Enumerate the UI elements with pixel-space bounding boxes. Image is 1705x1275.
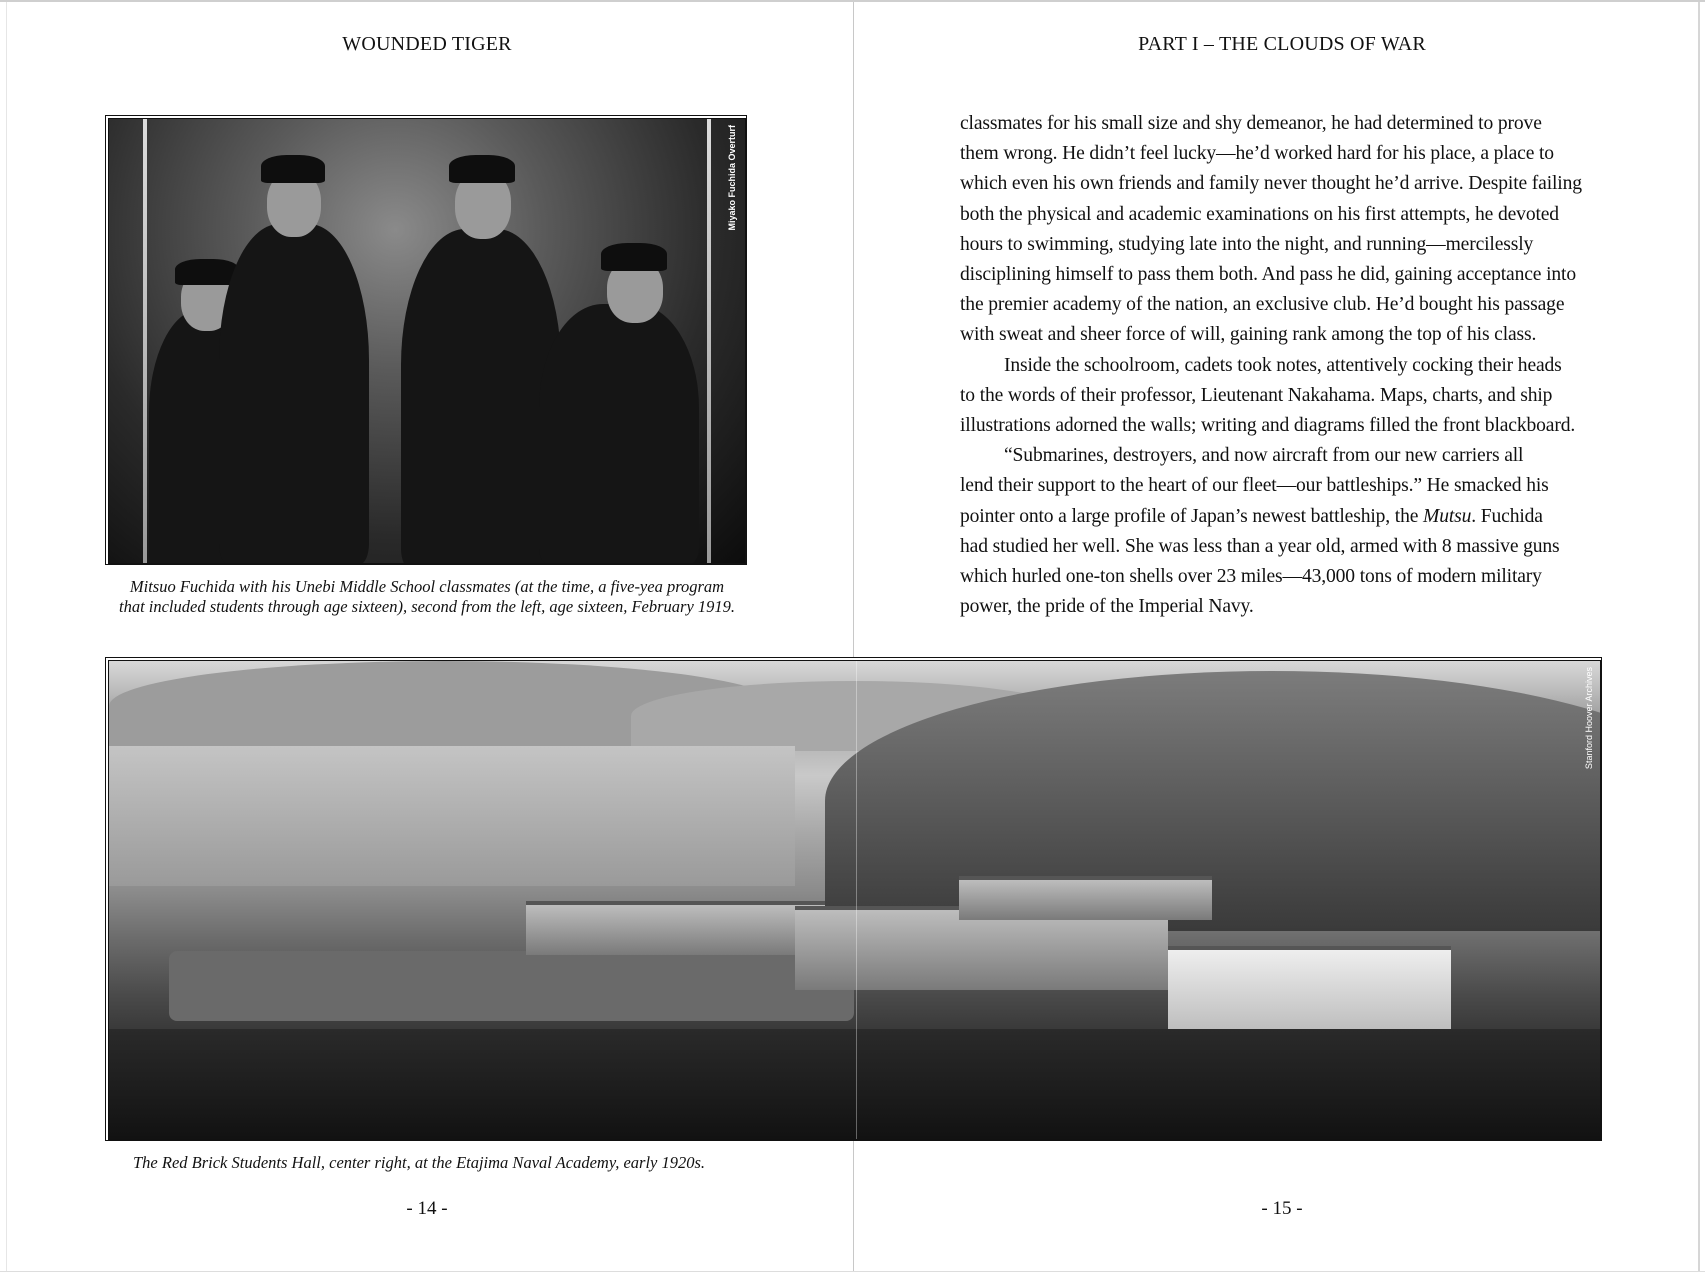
photo-credit: Miyako Fuchida Overturf [727, 125, 737, 231]
panorama-credit: Stanford Hoover Archives [1584, 667, 1594, 770]
body-text [960, 109, 1582, 622]
body-line: to the words of their professor, Lieutenant Nakahama. Maps, charts, and ship [960, 384, 1553, 406]
ship-name: Mutsu [1423, 505, 1472, 527]
body-line: “Submarines, destroyers, and now aircraft from our new carriers all [1004, 445, 1524, 467]
body-text-span: pointer onto a large profile of Japan’s newest battleship, the [960, 505, 1424, 527]
right-page-number: - 15 - [1261, 1198, 1303, 1219]
body-line: with sweat and sheer force of will, gaining rank among the top of his class. [960, 324, 1537, 346]
body-text-span: . Fuchida [1471, 505, 1543, 527]
panorama-caption: The Red Brick Students Hall, center right, at the Etajima Naval Academy, early 1920s. [133, 1153, 706, 1172]
photo-caption [119, 577, 735, 617]
body-line [960, 502, 1582, 532]
left-running-head: WOUNDED TIGER [342, 33, 512, 55]
body-line: which hurled one-ton shells over 23 miles—43,000 tons of modern military [960, 566, 1542, 588]
right-page-edge [1698, 2, 1700, 1272]
body-line: classmates for his small size and shy demeanor, he had determined to prove [960, 113, 1542, 134]
body-line: Inside the schoolroom, cadets took notes, attentively cocking their heads [1004, 354, 1562, 376]
classmates-photo [105, 115, 747, 565]
etajima-academy-panorama [105, 657, 1602, 1141]
right-running-head: PART I – THE CLOUDS OF WAR [1138, 33, 1426, 55]
body-line: power, the pride of the Imperial Navy. [960, 596, 1254, 618]
body-line: hours to swimming, studying late into the night, and running—mercilessly [960, 233, 1534, 255]
body-line: lend their support to the heart of our fleet—our battleships.” He smacked his [960, 475, 1549, 497]
bottom-border [0, 1271, 1705, 1272]
caption-line: that included students through age sixteen), second from the left, age sixteen, February 1919. [118, 597, 736, 616]
body-line: them wrong. He didn’t feel lucky—he’d worked hard for his place, a place to [960, 143, 1554, 165]
body-line: both the physical and academic examinations on his first attempts, he devoted [960, 203, 1559, 225]
left-page-edge [6, 2, 7, 1272]
body-line: which even his own friends and family never thought he’d arrive. Despite failing [960, 173, 1582, 195]
body-line: had studied her well. She was less than a year old, armed with 8 massive guns [960, 535, 1560, 557]
caption-line: Mitsuo Fuchida with his Unebi Middle School classmates (at the time, a five-yea program [129, 577, 725, 596]
body-line: disciplining himself to pass them both. And pass he did, gaining acceptance into [960, 264, 1576, 286]
body-line: illustrations adorned the walls; writing and diagrams filled the front blackboard. [960, 415, 1576, 437]
body-line: the premier academy of the nation, an exclusive club. He’d bought his passage [960, 294, 1565, 316]
left-page-number: - 14 - [406, 1198, 448, 1219]
